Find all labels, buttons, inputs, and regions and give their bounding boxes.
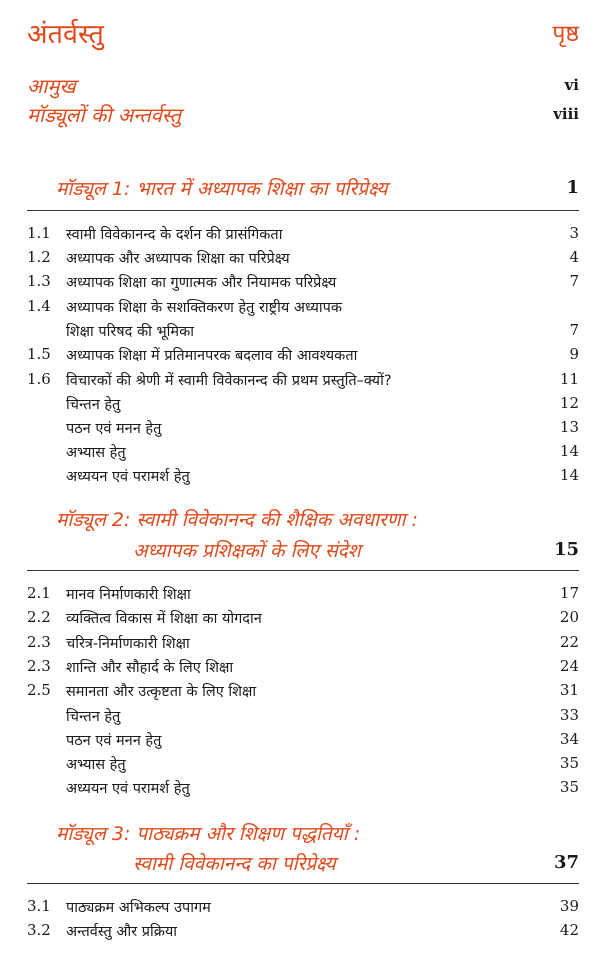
entry-title: पाठ्यक्रम अभिकल्प उपागम (66, 900, 211, 916)
entry-number: 3.1 (27, 897, 51, 915)
toc-entry (0, 442, 600, 466)
toc-entry (0, 778, 600, 802)
toc-entry (0, 608, 600, 632)
entry-page: 11 (559, 370, 579, 388)
entry-page: 7 (569, 321, 579, 339)
front-matter-label: आमुख (27, 74, 76, 98)
entry-page: 7 (569, 272, 579, 290)
entry-page: 33 (559, 706, 579, 724)
entry-title: अभ्यास हेतु (66, 445, 126, 461)
entry-number: 1.2 (27, 248, 51, 266)
entry-number: 1.4 (27, 297, 51, 315)
page-column-label: पृष्ठ (552, 21, 579, 47)
entry-number: 1.1 (27, 224, 51, 242)
entry-title: समानता और उत्कृष्टता के लिए शिक्षा (66, 684, 257, 700)
entry-title: अभ्यास हेतु (66, 757, 126, 773)
toc-entry (0, 681, 600, 705)
entry-page: 22 (559, 633, 579, 651)
toc-entry (0, 345, 600, 369)
toc-entry (0, 921, 600, 945)
toc-entry (0, 224, 600, 248)
entry-page: 39 (559, 897, 579, 915)
module-rule (27, 883, 579, 884)
entry-page: 34 (559, 730, 579, 748)
toc-entry (0, 272, 600, 296)
entry-title: अध्यापक शिक्षा में प्रतिमानपरक बदलाव की आवश्यकता (66, 348, 358, 364)
entry-title: व्यक्तित्व विकास में शिक्षा का योगदान (66, 611, 262, 627)
entry-number: 1.6 (27, 370, 51, 388)
toc-entry (0, 297, 600, 321)
toc-entry (0, 370, 600, 394)
toc-entry (0, 394, 600, 418)
entry-number: 2.3 (27, 633, 51, 651)
entry-number: 1.3 (27, 272, 51, 290)
toc-entry (0, 657, 600, 681)
entry-page: 14 (559, 466, 579, 484)
entry-page: 4 (569, 248, 579, 266)
entry-page: 17 (559, 584, 579, 602)
front-matter-page: viii (553, 105, 579, 123)
page-title: अंतर्वस्तु (27, 19, 104, 50)
entry-number: 2.3 (27, 657, 51, 675)
module-page: 15 (553, 539, 579, 560)
entry-page: 42 (559, 921, 579, 939)
entry-title: स्वामी विवेकानन्द के दर्शन की प्रासंगिकता (66, 227, 283, 243)
entry-number: 2.1 (27, 584, 51, 602)
entry-page: 31 (559, 681, 579, 699)
entry-title: अध्ययन एवं परामर्श हेतु (66, 469, 190, 485)
entry-title: विचारकों की श्रेणी में स्वामी विवेकानन्द की प्रथम प्रस्तुति–क्यों? (66, 373, 392, 389)
entry-title: अध्ययन एवं परामर्श हेतु (66, 781, 190, 797)
front-matter-label: मॉड्यूलों की अन्तर्वस्तु (27, 103, 182, 127)
front-matter-page: vi (564, 76, 579, 94)
entry-title: चिन्तन हेतु (66, 709, 121, 725)
entry-title: अध्यापक और अध्यापक शिक्षा का परिप्रेक्ष्य (66, 251, 290, 267)
module-title-line2: स्वामी विवेकानन्द का परिप्रेक्ष्य (133, 853, 336, 875)
toc-entry (0, 584, 600, 608)
toc-entry-continuation (0, 321, 600, 345)
toc-entry (0, 466, 600, 490)
entry-page: 20 (559, 608, 579, 626)
entry-number: 3.2 (27, 921, 51, 939)
entry-number: 2.2 (27, 608, 51, 626)
entry-page: 12 (559, 394, 579, 412)
toc-entry (0, 248, 600, 272)
entry-page: 3 (569, 224, 579, 242)
toc-entry (0, 897, 600, 921)
entry-page: 9 (569, 345, 579, 363)
module-page: 37 (553, 852, 579, 873)
module-rule (27, 210, 579, 211)
module-title: मॉड्यूल 3: पाठ्यक्रम और शिक्षण पद्धतियाँ : (56, 823, 361, 845)
toc-entry (0, 418, 600, 442)
entry-title: अध्यापक शिक्षा का गुणात्मक और नियामक परिप्रेक्ष्य (66, 275, 337, 291)
entry-number: 1.5 (27, 345, 51, 363)
entry-title: शिक्षा परिषद की भूमिका (66, 324, 194, 340)
entry-title: मानव निर्माणकारी शिक्षा (66, 587, 191, 603)
entry-page: 35 (559, 778, 579, 796)
entry-title: पठन एवं मनन हेतु (66, 421, 162, 437)
entry-title: चरित्र-निर्माणकारी शिक्षा (66, 636, 190, 652)
entry-title: अध्यापक शिक्षा के सशक्तिकरण हेतु राष्ट्रीय अध्यापक (66, 300, 342, 316)
module-title: मॉड्यूल 2: स्वामी विवेकानन्द की शैक्षिक अवधारणा : (56, 509, 418, 531)
module-title-line2: अध्यापक प्रशिक्षकों के लिए संदेश (133, 540, 361, 562)
entry-title: पठन एवं मनन हेतु (66, 733, 162, 749)
toc-entry (0, 633, 600, 657)
module-rule (27, 570, 579, 571)
entry-page: 14 (559, 442, 579, 460)
entry-title: शान्ति और सौहार्द के लिए शिक्षा (66, 660, 234, 676)
toc-entry (0, 730, 600, 754)
entry-number: 2.5 (27, 681, 51, 699)
entry-page: 24 (559, 657, 579, 675)
entry-title: चिन्तन हेतु (66, 397, 121, 413)
entry-title: अन्तर्वस्तु और प्रक्रिया (66, 924, 178, 940)
module-title: मॉड्यूल 1: भारत में अध्यापक शिक्षा का परिप्रेक्ष्य (56, 178, 388, 200)
toc-entry (0, 754, 600, 778)
entry-page: 13 (559, 418, 579, 436)
module-page: 1 (566, 177, 579, 198)
entry-page: 35 (559, 754, 579, 772)
toc-entry (0, 706, 600, 730)
